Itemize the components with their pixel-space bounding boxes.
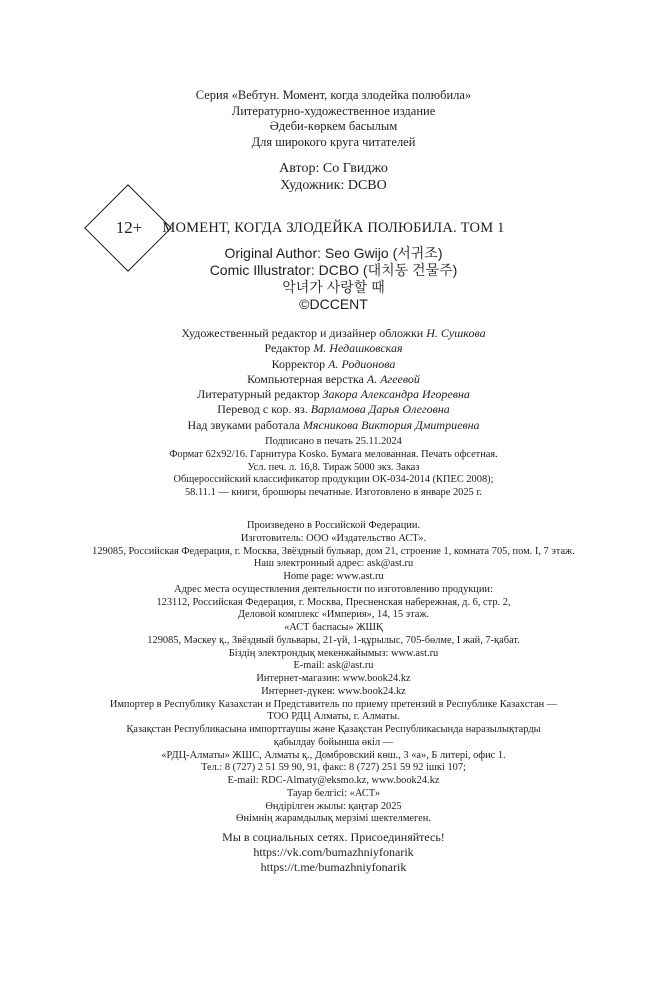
publisher-line: Деловой комплекс «Империя», 14, 15 этаж.	[237, 609, 430, 621]
publisher-line: қабылдау бойынша өкіл —	[273, 736, 394, 748]
original-credits	[0, 245, 667, 313]
publisher-line: Импортер в Республику Казахстан и Представитель по приему претензий в Республике Казахстан —	[109, 698, 558, 710]
credit-role: Компьютерная верстка	[247, 371, 364, 386]
edition-type-ru: Литературно-художественное издание	[231, 103, 436, 118]
credit-name: А. Родионова	[328, 356, 396, 371]
credit-role: Перевод с кор. яз.	[217, 402, 308, 417]
publisher-line: Home page: www.ast.ru	[283, 571, 384, 582]
age-rating-label: 12+	[115, 218, 143, 237]
publisher-line: 123112, Российская Федерация, г. Москва, Пресненская набережная, д. 6, стр. 2,	[156, 596, 511, 608]
print-date: Подписано в печать 25.11.2024	[265, 436, 402, 447]
publisher-line: Тауар белгісі: «АСТ»	[286, 787, 381, 799]
publisher-details	[0, 520, 667, 826]
product-classifier: Общероссийский классификатор продукции ОК-034-2014 (КПЕС 2008);	[173, 474, 494, 486]
publisher-line: «АСТ баспасы» ЖШҚ	[284, 622, 383, 633]
credit-line	[0, 418, 667, 433]
publisher-line: 129085, Мәскеу қ., Звёздный бульвары, 21-үй, 1-құрылыс, 705-бөлме, I жай, 7-қабат.	[147, 634, 520, 646]
publisher-line: 129085, Российская Федерация, г. Москва, Звёздный бульвар, дом 21, строение 1, комната 705, пом. I, 7 этаж.	[92, 545, 575, 557]
credits-block	[0, 326, 667, 433]
publisher-line: E-mail: RDC-Almaty@eksmo.kz, www.book24.kz	[227, 775, 440, 786]
publisher-line: Произведено в Российской Федерации.	[246, 520, 421, 531]
credit-name: Мясникова Виктория Дмитриевна	[302, 417, 480, 432]
publisher-line: E-mail: ask@ast.ru	[293, 660, 374, 672]
illustrator-line: Художник: DCBO	[280, 178, 387, 193]
audience-line: Для широкого круга читателей	[251, 134, 416, 149]
publisher-line: Өндірілген жылы: қаңтар 2025	[265, 800, 402, 812]
credit-role: Корректор	[271, 356, 326, 371]
credit-name: Варламова Дарья Олеговна	[310, 402, 450, 417]
credit-line	[0, 341, 667, 356]
original-title: 악녀가 사랑할 때	[282, 279, 385, 295]
edition-type-kz: Әдеби-көркем басылым	[269, 119, 398, 133]
original-author: Original Author: Seo Gwijo (서귀조)	[224, 245, 443, 261]
social-invite: Мы в социальных сетях. Присоединяйтесь!	[222, 830, 445, 844]
comic-illustrator: Comic Illustrator: DCBO (대치동 건물주)	[209, 262, 458, 278]
credit-line	[0, 387, 667, 402]
credit-role: Художественный редактор и дизайнер обложки	[181, 326, 424, 340]
credit-role: Над звуками работала	[187, 417, 300, 432]
credit-role: Редактор	[264, 341, 311, 356]
print-run: Усл. печ. л. 16,8. Тираж 5000 экз. Заказ	[247, 461, 420, 473]
print-format: Формат 62x92/16. Гарнитура Kosko. Бумага мелованная. Печать офсетная.	[169, 448, 498, 460]
publisher-line: «РДЦ-Алматы» ЖШС, Алматы қ., Домбровский көш., 3 «а», Б литері, офис 1.	[161, 749, 506, 761]
credit-name: А. Агеевой	[366, 371, 420, 386]
publisher-line: Біздің электрондық мекенжайымыз: www.ast.ru	[228, 647, 439, 659]
series-info	[0, 88, 667, 150]
credit-line	[0, 372, 667, 387]
publisher-line: Наш электронный адрес: ask@ast.ru	[253, 558, 414, 570]
credit-name: Н. Сушкова	[426, 326, 486, 340]
credit-line	[0, 357, 667, 372]
telegram-link[interactable]: https://t.me/bumazhniyfonarik	[260, 860, 407, 874]
credit-role: Литературный редактор	[197, 387, 320, 402]
manufacture-date: 58.11.1 — книги, брошюры печатные. Изготовлено в январе 2025 г.	[184, 487, 483, 499]
author-line: Автор: Со Гвиджо	[279, 161, 388, 176]
vk-link[interactable]: https://vk.com/bumazhniyfonarik	[253, 845, 414, 859]
publisher-line: Өнімнің жарамдылық мерзімі шектелмеген.	[236, 813, 431, 825]
publisher-line: Интернет-магазин: www.book24.kz	[256, 673, 411, 684]
credit-name: М. Недашковская	[313, 341, 403, 356]
credit-name: Закора Александра Игоревна	[322, 387, 470, 402]
publisher-line: ТОО РДЦ Алматы, г. Алматы.	[267, 711, 400, 723]
printing-details	[0, 436, 667, 500]
publisher-line: Интернет-дүкен: www.book24.kz	[261, 685, 406, 697]
publisher-line: Қазақстан Республикасына импорттаушы және Қазақстан Республикасында наразылықтарды	[126, 724, 541, 735]
series-line: Серия «Вебтун. Момент, когда злодейка полюбила»	[195, 88, 472, 102]
credit-line	[0, 402, 667, 417]
copyright-line: ©DCCENT	[299, 296, 368, 312]
social-links	[0, 830, 667, 875]
credit-line	[0, 326, 667, 341]
publisher-line: Адрес места осуществления деятельности по изготовлению продукции:	[174, 583, 493, 595]
authors-block	[0, 160, 667, 194]
publisher-line: Изготовитель: ООО «Издательство АСТ».	[240, 532, 427, 544]
publisher-line: Тел.: 8 (727) 2 51 59 90, 91, факс: 8 (727) 251 59 92 ішкі 107;	[201, 762, 466, 774]
book-title: МОМЕНТ, КОГДА ЗЛОДЕЙКА ПОЛЮБИЛА. ТОМ 1	[162, 220, 505, 236]
